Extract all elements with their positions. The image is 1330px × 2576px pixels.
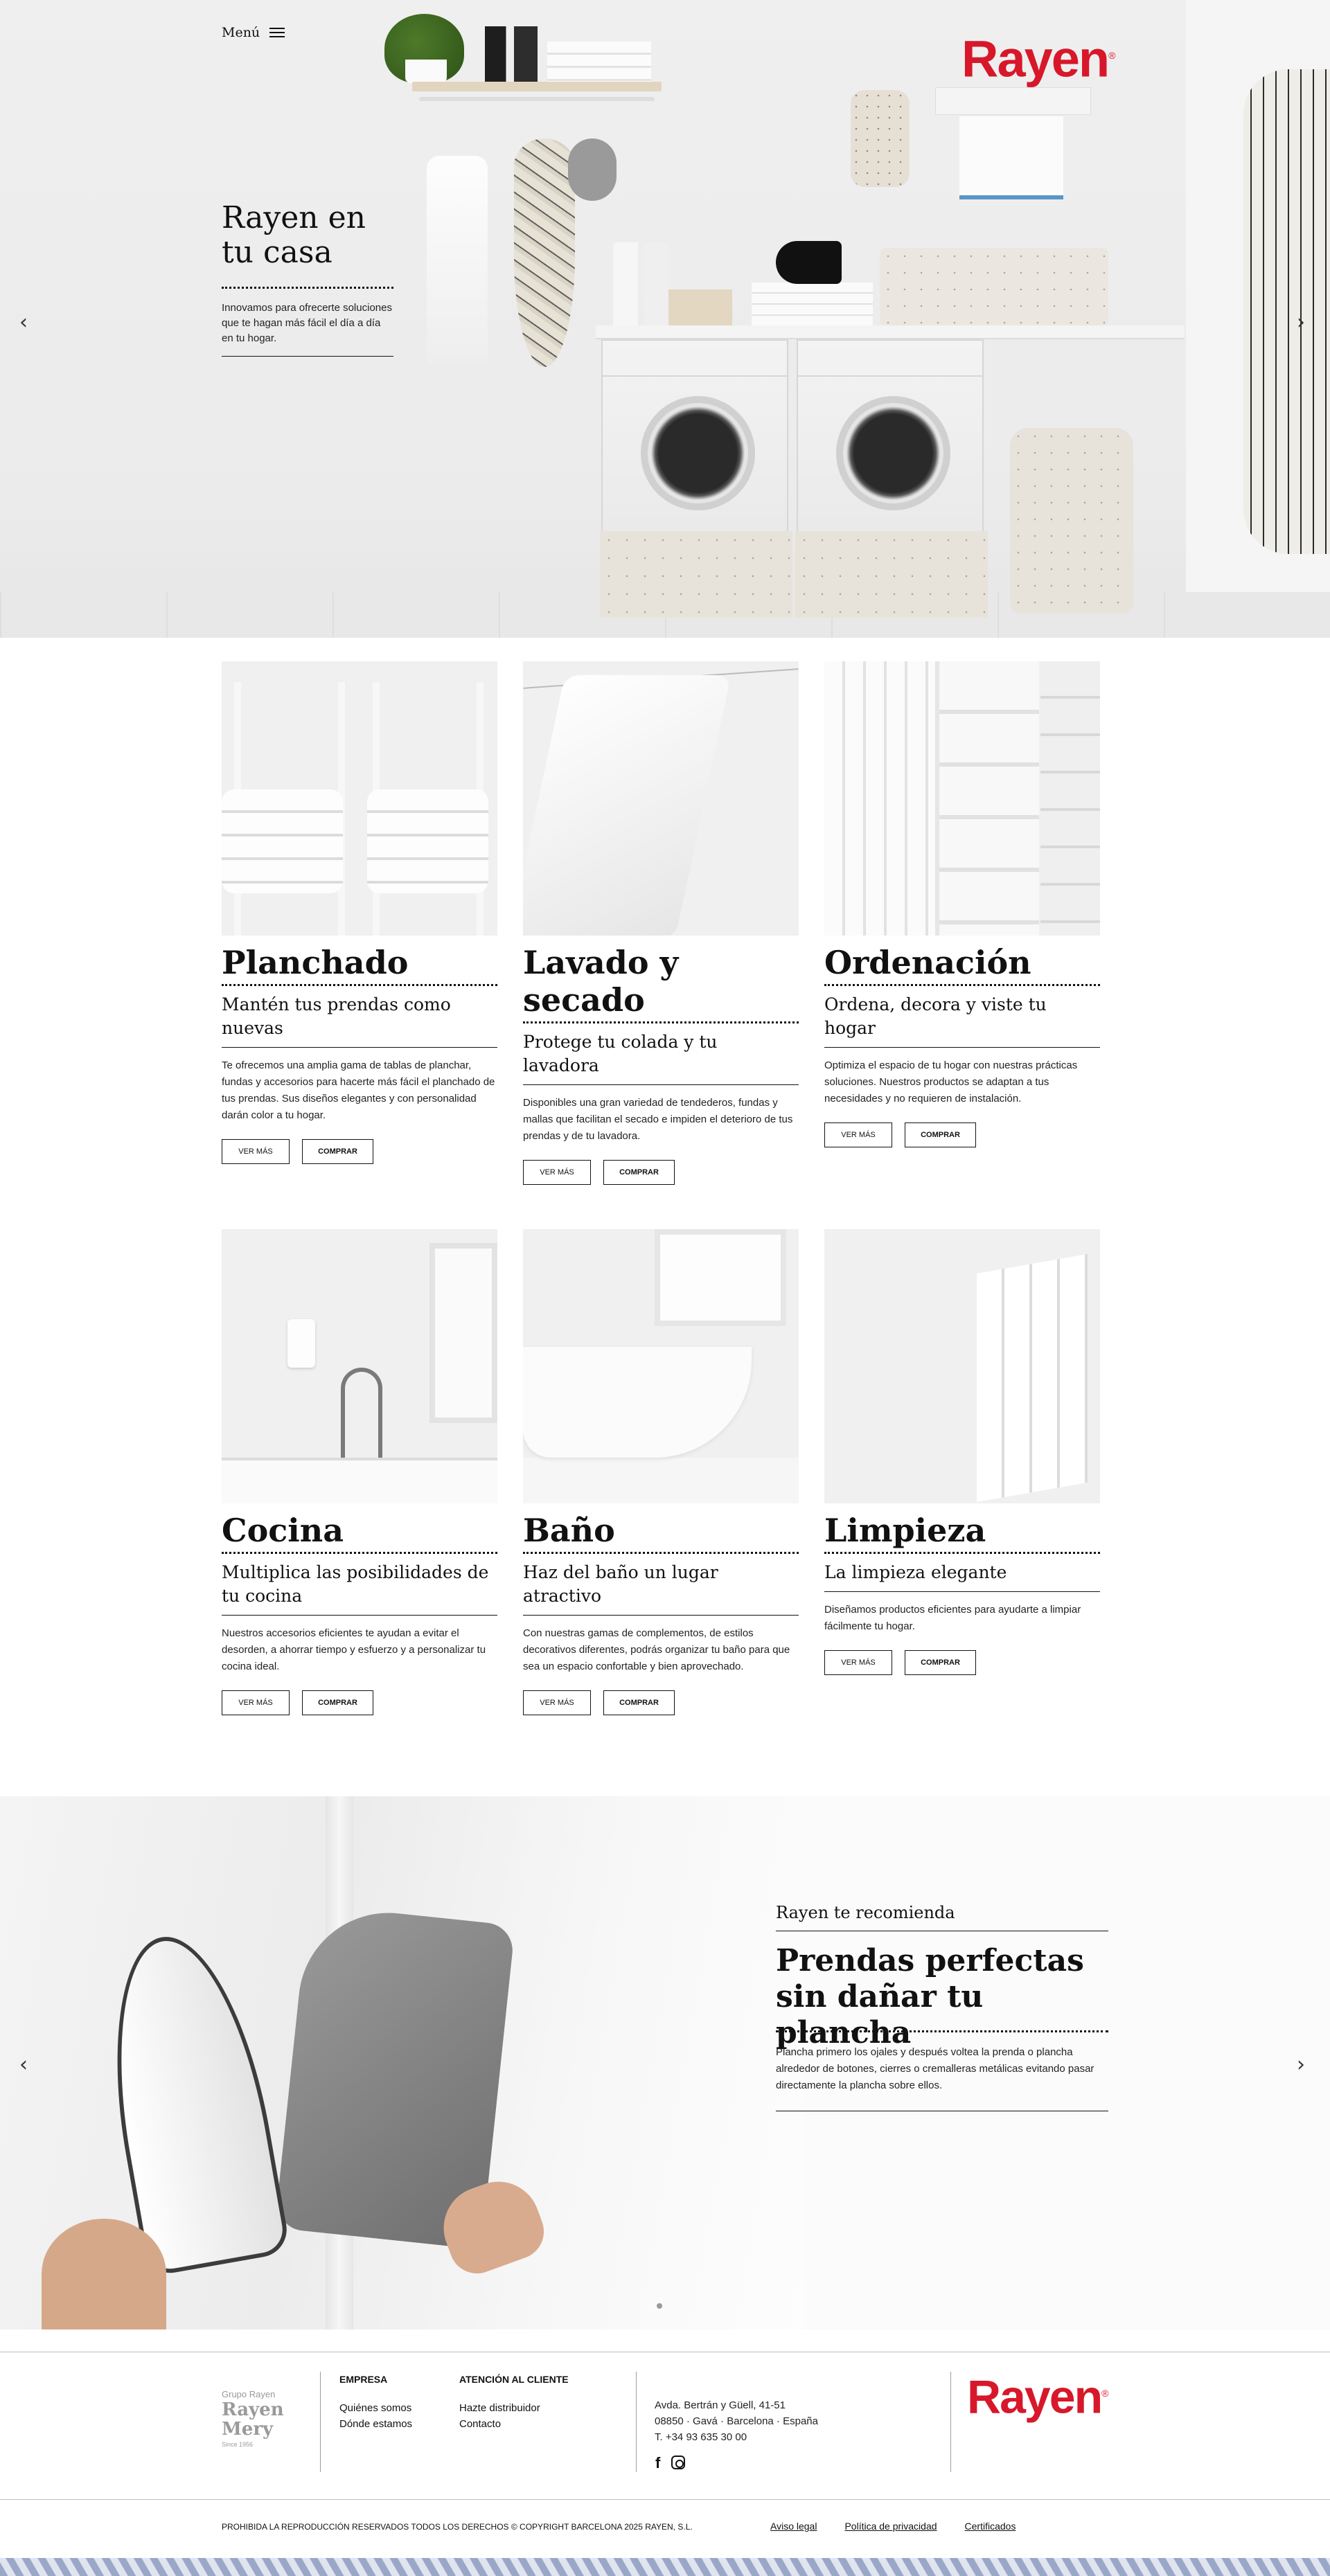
social-links (655, 2456, 685, 2471)
hamburger-icon (269, 27, 285, 38)
cocina-image (222, 1229, 497, 1503)
atencion-heading: ATENCIÓN AL CLIENTE (459, 2374, 569, 2385)
category-subtitle: Multiplica las posibilidades de tu cocina (222, 1554, 497, 1616)
link-aviso-legal[interactable]: Aviso legal (770, 2521, 817, 2532)
category-subtitle: Protege tu colada y tu lavadora (523, 1023, 799, 1085)
hero-washer-left-image (601, 339, 788, 616)
address-phone: T. +34 93 635 30 00 (655, 2431, 747, 2443)
legal-links (770, 2521, 1016, 2532)
ver-mas-button[interactable]: VER MÁS (222, 1139, 290, 1164)
hero-dispensers-image (613, 242, 668, 325)
hero-basket-tray-image (880, 248, 1108, 325)
feature-title: Prendas perfectas sin dañar tu plancha (776, 1943, 1084, 2050)
hand-image (42, 2219, 166, 2329)
hero-ironing-board-cover-image (514, 138, 575, 367)
category-text: Con nuestras gamas de complementos, de estilos decorativos diferentes, podrás organizar tu baño para que sea un espacio confortable y bien aprovechado. (523, 1627, 790, 1672)
ordenacion-image (824, 661, 1100, 936)
hero-towels-image (547, 42, 651, 82)
ver-mas-button[interactable]: VER MÁS (523, 1690, 591, 1715)
link-hazte-distribuidor[interactable]: Hazte distribuidor (459, 2402, 540, 2414)
hero-text: Innovamos para ofrecerte soluciones que te hagan más fácil el día a día en tu hogar. (222, 302, 392, 344)
feature-next-arrow-icon[interactable]: › (1297, 2052, 1305, 2077)
hero-peg-bag-image (851, 90, 910, 187)
comprar-button[interactable]: COMPRAR (603, 1160, 675, 1185)
footer-separator (950, 2372, 951, 2472)
hero-folded-towels-image (752, 283, 873, 325)
footer-address (655, 2397, 818, 2445)
category-text: Optimiza el espacio de tu hogar con nuestras prácticas soluciones. Nuestros productos se adaptan a tus necesidades y no requieren de instalación. (824, 1059, 1078, 1104)
recommendation-slider (0, 1796, 1330, 2329)
category-card-cocina (222, 1229, 497, 1715)
hero-slider (0, 0, 1330, 638)
category-card-lavado (523, 661, 799, 1185)
hero-next-arrow-icon[interactable]: › (1297, 310, 1305, 334)
category-title: Ordenación (824, 944, 1031, 981)
footer-brand-logo[interactable]: Rayen® (967, 2370, 1109, 2424)
hero-shelf-image (412, 82, 662, 91)
hero-box-image (668, 289, 732, 325)
ver-mas-button[interactable]: VER MÁS (523, 1160, 591, 1185)
link-contacto[interactable]: Contacto (459, 2418, 502, 2430)
ver-mas-button[interactable]: VER MÁS (222, 1690, 290, 1715)
bano-image (523, 1229, 799, 1503)
planchado-image (222, 661, 497, 936)
category-subtitle: La limpieza elegante (824, 1554, 1100, 1592)
address-city: 08850 · Gavá · Barcelona · España (655, 2415, 818, 2427)
category-title: Baño (523, 1512, 615, 1549)
category-subtitle: Ordena, decora y viste tu hogar (824, 986, 1100, 1048)
feature-text: Plancha primero los ojales y después voltea la prenda o plancha alrededor de botones, cierres o cremalleras metálicas evitando pasar directamente la plancha sobre ellos. (776, 2046, 1094, 2091)
category-card-planchado (222, 661, 497, 1164)
comprar-button[interactable]: COMPRAR (905, 1650, 976, 1675)
feature-pagination[interactable] (657, 2303, 662, 2309)
group-name-mery: Mery (222, 2419, 274, 2440)
ver-mas-button[interactable]: VER MÁS (824, 1122, 892, 1147)
hero-shirt-image (427, 156, 488, 364)
menu-label: Menú (222, 25, 260, 40)
link-certificados[interactable]: Certificados (964, 2521, 1016, 2532)
comprar-button[interactable]: COMPRAR (302, 1690, 373, 1715)
category-title: Limpieza (824, 1512, 986, 1549)
group-logo (222, 2389, 284, 2448)
category-card-bano (523, 1229, 799, 1715)
group-name-rayen: Rayen (222, 2399, 284, 2420)
category-card-ordenacion (824, 661, 1100, 1147)
group-label: Grupo Rayen (222, 2389, 276, 2399)
category-text: Te ofrecemos una amplia gama de tablas de planchar, fundas y accesorios para hacerte más fácil el planchado de tus prendas. Sus diseños elegantes y con personalidad darán color a tu hogar. (222, 1059, 495, 1121)
footer-separator (320, 2372, 321, 2472)
lavado-image (523, 661, 799, 936)
limpieza-image (824, 1229, 1100, 1503)
hero-title: Rayen en tu casa (222, 200, 366, 270)
footer-empresa (339, 2374, 412, 2432)
feature-kicker: Rayen te recomienda (776, 1902, 1108, 1931)
facebook-icon[interactable]: f (655, 2454, 661, 2471)
footer-bottom-divider (0, 2499, 1330, 2500)
copyright-text: PROHIBIDA LA REPRODUCCIÓN RESERVADOS TODOS LOS DERECHOS © COPYRIGHT BARCELONA 2025 RAYEN, S.L. (222, 2522, 693, 2532)
footer-separator (636, 2372, 637, 2472)
comprar-button[interactable]: COMPRAR (302, 1139, 373, 1164)
link-quienes-somos[interactable]: Quiénes somos (339, 2402, 412, 2414)
category-title: Lavado y secado (523, 944, 679, 1019)
instagram-icon[interactable] (671, 2456, 685, 2469)
hero-ironing-board-image (1243, 69, 1330, 554)
hero-counter-image (596, 325, 1185, 339)
category-subtitle: Haz del baño un lugar atractivo (523, 1554, 799, 1616)
category-subtitle: Mantén tus prendas como nuevas (222, 986, 497, 1048)
group-since: Since 1956 (222, 2441, 254, 2448)
hero-dotted-divider (222, 287, 393, 289)
hero-rail-image (419, 97, 655, 101)
footer-pattern (0, 2558, 1330, 2576)
comprar-button[interactable]: COMPRAR (603, 1690, 675, 1715)
footer-atencion (459, 2374, 569, 2432)
link-donde-estamos[interactable]: Dónde estamos (339, 2418, 413, 2430)
hero-wall-rack-image (935, 87, 1091, 115)
category-text: Nuestros accesorios eficientes te ayudan a evitar el desorden, a ahorrar tiempo y esfuerzo y a personalizar tu cocina ideal. (222, 1627, 486, 1672)
category-text: Diseñamos productos eficientes para ayudarte a limpiar fácilmente tu hogar. (824, 1604, 1081, 1632)
hero-washer-right-image (797, 339, 984, 616)
ver-mas-button[interactable]: VER MÁS (824, 1650, 892, 1675)
address-street: Avda. Bertrán y Güell, 41-51 (655, 2399, 786, 2411)
hero-steamer-image (776, 241, 842, 284)
link-politica-privacidad[interactable]: Política de privacidad (844, 2521, 937, 2532)
category-card-limpieza (824, 1229, 1100, 1675)
category-title: Cocina (222, 1512, 344, 1549)
category-title: Planchado (222, 944, 409, 981)
hero-laundry-basket-image (1010, 428, 1133, 614)
category-text: Disponibles una gran variedad de tendederos, fundas y mallas que facilitan el secado e impiden el deterioro de tus prendas y de tu lavadora. (523, 1097, 793, 1142)
brand-logo[interactable]: Rayen® (961, 30, 1116, 88)
hero-mitt-image (568, 138, 617, 201)
hero-pot-image (405, 60, 447, 83)
hero-cloth-image (959, 116, 1063, 199)
hero-prev-arrow-icon[interactable]: ‹ (19, 310, 28, 334)
feature-dotted-divider (776, 2030, 1108, 2032)
hero-bottles-image (485, 26, 538, 82)
feature-prev-arrow-icon[interactable]: ‹ (19, 2052, 28, 2077)
hero-divider (222, 356, 393, 357)
empresa-heading: EMPRESA (339, 2374, 388, 2385)
comprar-button[interactable]: COMPRAR (905, 1122, 976, 1147)
menu-button[interactable] (222, 25, 285, 40)
